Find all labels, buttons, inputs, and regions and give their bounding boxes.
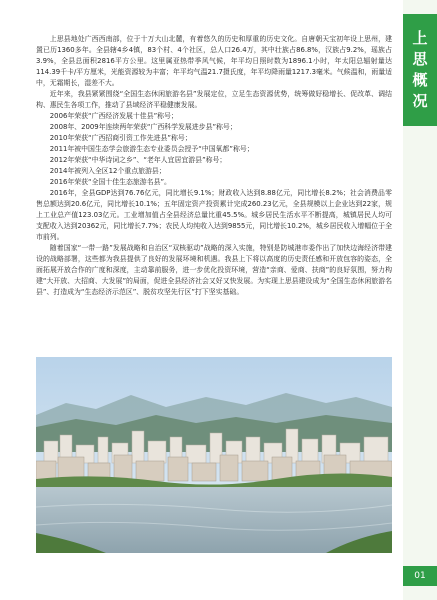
section-title: 上思概况: [410, 30, 429, 114]
award-item: 2011年被中国生态学会旅游生态专业委员会授予“中国氧都”称号；: [49, 145, 254, 153]
intro-paragraph: 上思县地处广西西南部，位于十万大山北麓，有着悠久的历史和厚重的历史文化。自唐朝天宝初年设上思州，建置已历1360多年。全县辖4乡4镇，83个村、4个社区，总人口26.4万，其中壮族占86.8%，汉族占9.2%，瑶族占3.9%，全县总面积2816平方公里。这里属亚热带季风气候，年平均日照时数为1896.1小时，年太阳总辐射量达114.39千卡/平方厘米，光能资源较为丰富；年平均气温21.7摄氏度，年平均降雨量1217.3毫米。气候温和，雨量适中，无霜期长，湿差不大。: [36, 35, 392, 87]
award-item: 2006年荣获“广西经济发展十佳县”称号；: [49, 112, 178, 120]
page-number: 01: [403, 566, 437, 586]
economy-paragraph: 2016年，全县GDP达到76.76亿元，同比增长9.1%；财政收入达到8.88亿元，同比增长8.2%；社会消费品零售总额达到20.6亿元，同比增长10.1%；五年固定资产投资累计完成260.23亿元，全县规模以上企业达到22家，规上工业总产值123.03亿元。工业增加值占全县经济总量比重45.5%。城乡居民生活水平不断提高，城镇居民人均可支配收入达到20362元，同比增长7.7%；农民人均纯收入达到9855元，同比增长10.2%，城乡居民收入增幅位于全市前列。: [36, 189, 392, 241]
award-item: 2012年荣获“中华诗词之乡”、“老年人宜居宜游县”称号；: [49, 156, 227, 164]
development-paragraph: 近年来，我县紧紧围绕“全国生态休闲旅游名县”发展定位，立足生态资源优势，统筹做好稳增长、促改革、调结构、惠民生各项工作，推动了县域经济平稳健康发展。: [36, 90, 392, 109]
section-title-tab: [403, 14, 437, 126]
award-item: 2008年、2009年连续两年荣获“广西科学发展进步县”称号；: [49, 123, 237, 131]
main-content: [36, 34, 392, 298]
strategy-paragraph: 随着国家“一带一路”发展战略和自治区“双核驱动”战略的深入实施，特别是防城港市委作出了加快边海经济带建设的战略部署，这些都为我县提供了良好的发展环境和机遇。我县上下将以高度的历史责任感和开放包容的姿态，全面拓展开放合作的广度和深度，主动靠前服务，进一步优化投资环境，营造“亲商、爱商、扶商”的良好氛围，努力构建“大开放、大招商、大发展”的局面，促进全县经济社会又好又快发展。为实现上思县建设成为“全国生态休闲旅游名县”、打造成为“生态经济示范区”、脱贫攻坚先行区”打下坚实基础。: [36, 244, 392, 296]
award-item: 2014年被列入全区12个重点旅游县；: [49, 167, 166, 175]
award-item: 2016年荣获“全国十佳生态旅游名县”。: [49, 178, 171, 186]
city-panorama-photo: [36, 357, 392, 553]
award-item: 2010年荣获“广西招商引资工作先进县”称号；: [49, 134, 192, 142]
